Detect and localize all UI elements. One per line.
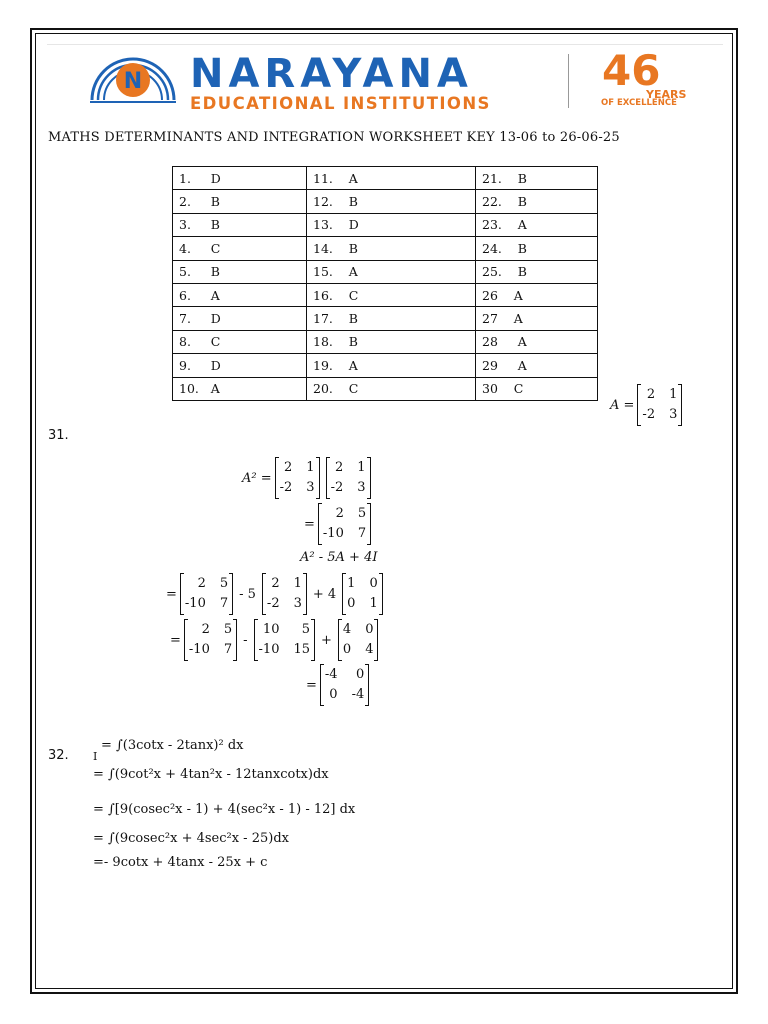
q31-equals: = bbox=[304, 516, 315, 532]
q31-step2-matrix-2 bbox=[254, 619, 315, 661]
answer-cell: 26 A bbox=[476, 283, 598, 306]
answer-cell: 18. B bbox=[307, 330, 476, 353]
answer-cell: 15. A bbox=[307, 260, 476, 283]
matrix-entry: 4 bbox=[365, 642, 374, 657]
answer-cell: 25. B bbox=[476, 260, 598, 283]
answer-cell: 7. D bbox=[173, 307, 307, 330]
answer-cell: 5. B bbox=[173, 260, 307, 283]
q32-line-1: = ∫(3cotx - 2tanx)² dx bbox=[101, 738, 244, 753]
q31-step1-minus: - 5 bbox=[239, 586, 256, 602]
answer-cell: 23. A bbox=[476, 213, 598, 236]
matrix-entry: 0 bbox=[342, 642, 352, 657]
table-row bbox=[173, 354, 598, 377]
matrix-entry: 7 bbox=[357, 526, 367, 541]
narayana-logo-icon bbox=[86, 54, 180, 106]
matrix-entry: 3 bbox=[357, 480, 366, 495]
q31-step2 bbox=[170, 619, 381, 661]
brand-block bbox=[190, 51, 491, 114]
table-row bbox=[173, 167, 598, 190]
brand-name: NARAYANA bbox=[190, 51, 473, 97]
matrix-entry: 3 bbox=[293, 596, 302, 611]
answer-cell: 4. C bbox=[173, 237, 307, 260]
matrix-entry: 3 bbox=[669, 407, 678, 422]
q31-step1 bbox=[166, 573, 386, 615]
years-tagline: OF EXCELLENCE bbox=[601, 98, 677, 108]
q31-given bbox=[610, 384, 685, 426]
answer-cell: 16. C bbox=[307, 283, 476, 306]
matrix-entry: 10 bbox=[262, 622, 280, 637]
q31-expression: A² - 5A + 4I bbox=[300, 550, 378, 565]
matrix-entry: 0 bbox=[355, 667, 365, 682]
answer-cell: 27 A bbox=[476, 307, 598, 330]
answer-cell: 30 C bbox=[476, 377, 598, 400]
answer-key-table bbox=[172, 166, 598, 401]
q31-step1-matrix-3 bbox=[342, 573, 383, 615]
matrix-entry: 2 bbox=[284, 460, 293, 475]
table-row bbox=[173, 283, 598, 306]
q32-line-5: =- 9cotx + 4tanx - 25x + c bbox=[93, 855, 268, 870]
matrix-entry: -4 bbox=[324, 667, 338, 682]
matrix-entry: 1 bbox=[293, 576, 302, 591]
matrix-entry: 7 bbox=[219, 596, 229, 611]
q32-line-4: = ∫(9cosec²x + 4sec²x - 25)dx bbox=[93, 831, 289, 846]
answer-cell: 3. B bbox=[173, 213, 307, 236]
q31-given-label: A = bbox=[610, 397, 635, 413]
matrix-entry: -4 bbox=[351, 687, 365, 702]
answer-cell: 11. A bbox=[307, 167, 476, 190]
q32-line-3: = ∫[9(cosec²x - 1) + 4(sec²x - 1) - 12] dx bbox=[93, 802, 356, 817]
matrix-entry: 5 bbox=[223, 622, 233, 637]
table-row bbox=[173, 237, 598, 260]
matrix-entry: 0 bbox=[365, 622, 374, 637]
q31-step1-plus: + 4 bbox=[312, 586, 337, 602]
matrix-entry: 3 bbox=[306, 480, 315, 495]
matrix-entry: -2 bbox=[279, 480, 293, 495]
q31-step1-matrix-2 bbox=[262, 573, 307, 615]
q31-step1-eq: = bbox=[166, 586, 177, 602]
matrix-entry: 0 bbox=[329, 687, 338, 702]
matrix-entry: 1 bbox=[306, 460, 315, 475]
matrix-entry: 2 bbox=[201, 622, 210, 637]
answer-cell: 12. B bbox=[307, 190, 476, 213]
answer-cell: 10. A bbox=[173, 377, 307, 400]
q31-final-eq: = bbox=[306, 677, 317, 693]
worksheet-title: MATHS DETERMINANTS AND INTEGRATION WORKSHEET KEY 13-06 to 26-06-25 bbox=[48, 130, 620, 145]
matrix-entry: 1 bbox=[369, 596, 378, 611]
matrix-entry: -2 bbox=[330, 480, 344, 495]
q31-a2-matrix-1 bbox=[275, 457, 320, 499]
answer-cell: 14. B bbox=[307, 237, 476, 260]
years-number: 46 bbox=[602, 46, 661, 95]
q31-a2 bbox=[242, 457, 374, 499]
answer-cell: 19. A bbox=[307, 354, 476, 377]
matrix-entry: 15 bbox=[293, 642, 311, 657]
answer-cell: 13. D bbox=[307, 213, 476, 236]
matrix-entry: 2 bbox=[197, 576, 206, 591]
q31-step1-matrix-1 bbox=[180, 573, 233, 615]
table-row bbox=[173, 377, 598, 400]
matrix-entry: 7 bbox=[223, 642, 233, 657]
svg-text:N: N bbox=[123, 69, 143, 94]
answer-cell: 28 A bbox=[476, 330, 598, 353]
matrix-entry: 0 bbox=[369, 576, 378, 591]
matrix-entry: 0 bbox=[347, 596, 356, 611]
matrix-entry: 4 bbox=[342, 622, 352, 637]
matrix-entry: -2 bbox=[642, 407, 656, 422]
q31-number: 31. bbox=[48, 428, 69, 443]
header-divider bbox=[568, 54, 569, 108]
table-row bbox=[173, 190, 598, 213]
q31-step2-matrix-1 bbox=[184, 619, 237, 661]
matrix-entry: -10 bbox=[322, 526, 344, 541]
matrix-entry: 5 bbox=[357, 506, 367, 521]
q31-a2-result-matrix bbox=[318, 503, 371, 545]
answer-cell: 8. C bbox=[173, 330, 307, 353]
q32-I: I bbox=[93, 750, 98, 763]
matrix-entry: 2 bbox=[271, 576, 280, 591]
answer-cell: 20. C bbox=[307, 377, 476, 400]
q31-final bbox=[306, 664, 372, 706]
matrix-entry: 2 bbox=[334, 460, 344, 475]
table-row bbox=[173, 330, 598, 353]
q31-a2-matrix-2 bbox=[326, 457, 371, 499]
brand-subtitle: EDUCATIONAL INSTITUTIONS bbox=[190, 94, 491, 113]
answer-cell: 29 A bbox=[476, 354, 598, 377]
q31-final-matrix bbox=[320, 664, 369, 706]
matrix-entry: -2 bbox=[266, 596, 280, 611]
q32-number: 32. bbox=[48, 748, 69, 763]
matrix-entry: 5 bbox=[301, 622, 311, 637]
matrix-entry: 2 bbox=[646, 387, 656, 402]
matrix-entry: -10 bbox=[258, 642, 280, 657]
answer-cell: 17. B bbox=[307, 307, 476, 330]
matrix-entry: 1 bbox=[669, 387, 678, 402]
q32-line-2: = ∫(9cot²x + 4tan²x - 12tanxcotx)dx bbox=[93, 767, 329, 782]
matrix-entry: 1 bbox=[357, 460, 366, 475]
q31-step2-plus: + bbox=[321, 632, 332, 648]
answer-cell: 9. D bbox=[173, 354, 307, 377]
q31-step2-eq: = bbox=[170, 632, 181, 648]
table-row bbox=[173, 260, 598, 283]
answer-cell: 24. B bbox=[476, 237, 598, 260]
table-row bbox=[173, 213, 598, 236]
answer-cell: 1. D bbox=[173, 167, 307, 190]
answer-cell: 2. B bbox=[173, 190, 307, 213]
answer-cell: 21. B bbox=[476, 167, 598, 190]
years-word: YEARS bbox=[646, 88, 687, 101]
answer-cell: 6. A bbox=[173, 283, 307, 306]
matrix-entry: -10 bbox=[184, 596, 206, 611]
q31-step2-minus: - bbox=[243, 632, 248, 648]
matrix-entry: -10 bbox=[188, 642, 210, 657]
q31-step2-matrix-3 bbox=[338, 619, 379, 661]
header-rule bbox=[47, 44, 723, 45]
q31-a2-label: A² = bbox=[242, 470, 272, 486]
q31-a2-result bbox=[304, 503, 374, 545]
matrix-entry: 2 bbox=[335, 506, 344, 521]
table-row bbox=[173, 307, 598, 330]
answer-cell: 22. B bbox=[476, 190, 598, 213]
matrix-entry: 1 bbox=[347, 576, 356, 591]
q31-given-matrix bbox=[637, 384, 682, 426]
matrix-entry: 5 bbox=[219, 576, 229, 591]
